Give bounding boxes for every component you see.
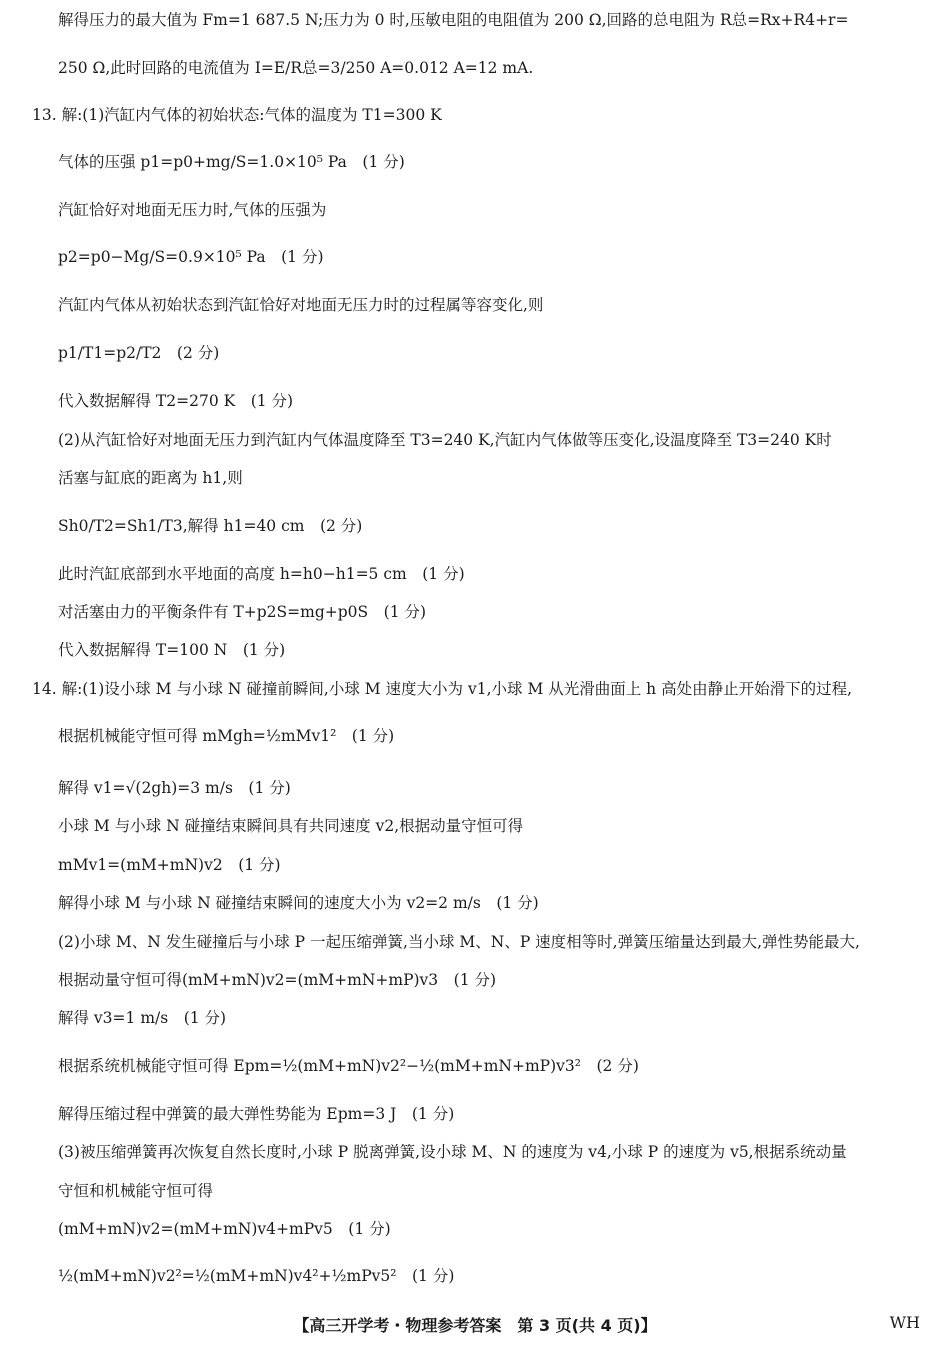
solution-line: ½(mM+mN)v2²=½(mM+mN)v4²+½mPv5² (1 分) xyxy=(58,1267,455,1285)
solution-line: 解得 v1=√(2gh)=3 m/s (1 分) xyxy=(58,779,291,797)
solution-line: mMv1=(mM+mN)v2 (1 分) xyxy=(58,856,281,874)
solution-line: 250 Ω,此时回路的电流值为 I=E/R总=3/250 A=0.012 A=12 mA. xyxy=(58,59,534,77)
solution-line: 解得小球 M 与小球 N 碰撞结束瞬间的速度大小为 v2=2 m/s (1 分) xyxy=(58,894,539,912)
solution-line: 此时汽缸底部到水平地面的高度 h=h0−h1=5 cm (1 分) xyxy=(58,565,465,583)
solution-line: (3)被压缩弹簧再次恢复自然长度时,小球 P 脱离弹簧,设小球 M、N 的速度为 v4,小球 P 的速度为 v5,根据系统动量 xyxy=(58,1143,847,1161)
page-footer: 【高三开学考・物理参考答案 第 3 页(共 4 页)】 xyxy=(293,1316,657,1335)
solution-line: 根据系统机械能守恒可得 Epm=½(mM+mN)v2²−½(mM+mN+mP)v3² (2 分) xyxy=(58,1057,639,1075)
question-heading: 13. 解:(1)汽缸内气体的初始状态:气体的温度为 T1=300 K xyxy=(32,106,442,124)
solution-line: 小球 M 与小球 N 碰撞结束瞬间具有共同速度 v2,根据动量守恒可得 xyxy=(58,817,524,835)
solution-line: 气体的压强 p1=p0+mg/S=1.0×10⁵ Pa (1 分) xyxy=(58,153,405,171)
solution-line: 代入数据解得 T2=270 K (1 分) xyxy=(58,392,294,410)
solution-line: 汽缸内气体从初始状态到汽缸恰好对地面无压力时的过程属等容变化,则 xyxy=(58,296,544,314)
solution-line: 活塞与缸底的距离为 h1,则 xyxy=(58,469,243,487)
solution-line: 汽缸恰好对地面无压力时,气体的压强为 xyxy=(58,201,327,219)
solution-line: 守恒和机械能守恒可得 xyxy=(58,1182,214,1200)
solution-line: p1/T1=p2/T2 (2 分) xyxy=(58,344,220,362)
solution-line: 解得 v3=1 m/s (1 分) xyxy=(58,1009,227,1027)
solution-line: 对活塞由力的平衡条件有 T+p2S=mg+p0S (1 分) xyxy=(58,603,427,621)
solution-line: 解得压缩过程中弹簧的最大弹性势能为 Epm=3 J (1 分) xyxy=(58,1105,455,1123)
footer-code: WH xyxy=(889,1313,920,1332)
solution-line: (2)小球 M、N 发生碰撞后与小球 P 一起压缩弹簧,当小球 M、N、P 速度相等时,弹簧压缩量达到最大,弹性势能最大, xyxy=(58,933,860,951)
solution-line: (mM+mN)v2=(mM+mN)v4+mPv5 (1 分) xyxy=(58,1220,391,1238)
solution-line: Sh0/T2=Sh1/T3,解得 h1=40 cm (2 分) xyxy=(58,517,363,535)
solution-line: 代入数据解得 T=100 N (1 分) xyxy=(58,641,286,659)
solution-line: 解得压力的最大值为 Fm=1 687.5 N;压力为 0 时,压敏电阻的电阻值为 200 Ω,回路的总电阻为 R总=Rx+R4+r= xyxy=(58,11,849,29)
solution-line: 根据动量守恒可得(mM+mN)v2=(mM+mN+mP)v3 (1 分) xyxy=(58,971,497,989)
solution-line: 根据机械能守恒可得 mMgh=½mMv1² (1 分) xyxy=(58,727,395,745)
solution-line: (2)从汽缸恰好对地面无压力到汽缸内气体温度降至 T3=240 K,汽缸内气体做等压变化,设温度降至 T3=240 K时 xyxy=(58,431,832,449)
question-heading: 14. 解:(1)设小球 M 与小球 N 碰撞前瞬间,小球 M 速度大小为 v1,小球 M 从光滑曲面上 h 高处由静止开始滑下的过程, xyxy=(32,680,853,698)
solution-line: p2=p0−Mg/S=0.9×10⁵ Pa (1 分) xyxy=(58,248,324,266)
